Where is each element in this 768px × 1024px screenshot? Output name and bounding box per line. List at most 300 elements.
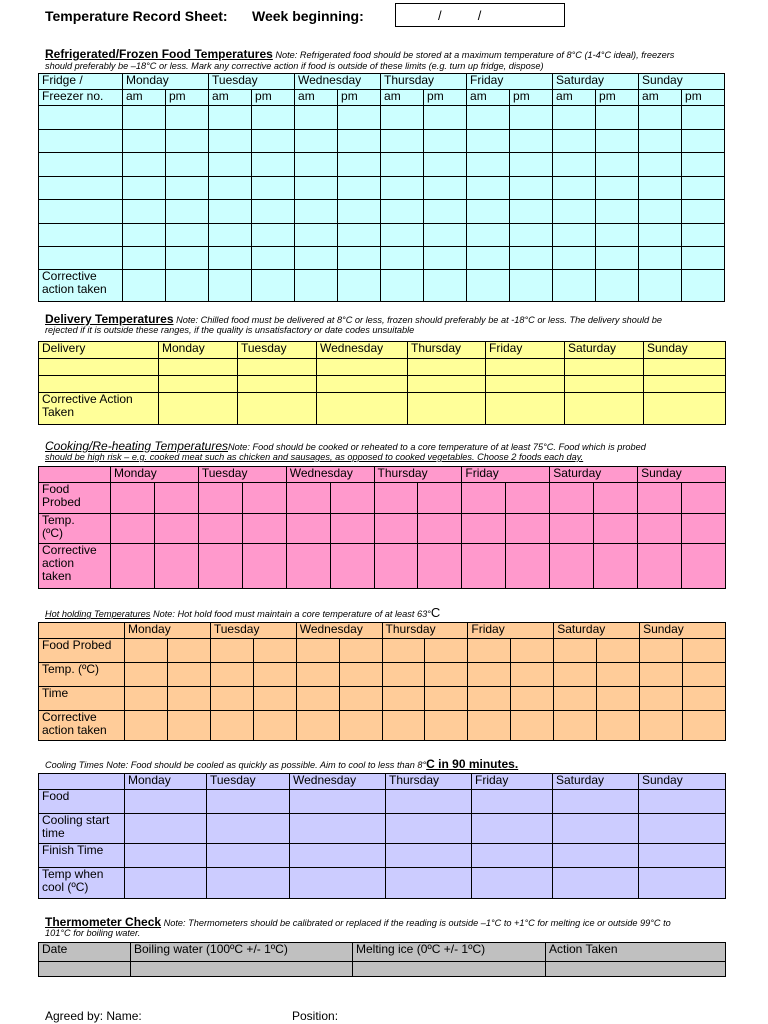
- temperature-cell[interactable]: [123, 177, 166, 200]
- hot-holding-cell[interactable]: [683, 687, 726, 711]
- cooking-cell[interactable]: [594, 483, 638, 514]
- temperature-cell[interactable]: [553, 224, 596, 247]
- temperature-cell[interactable]: [682, 247, 725, 270]
- cooking-cell[interactable]: [462, 483, 506, 514]
- temperature-cell[interactable]: [252, 224, 295, 247]
- temperature-cell[interactable]: [209, 224, 252, 247]
- temperature-cell[interactable]: [510, 247, 553, 270]
- temperature-cell[interactable]: [510, 200, 553, 224]
- temperature-cell[interactable]: [467, 224, 510, 247]
- corrective-cell[interactable]: [338, 270, 381, 302]
- hot-holding-cell[interactable]: [554, 663, 597, 687]
- hot-holding-cell[interactable]: [125, 639, 168, 663]
- hot-holding-cell[interactable]: [554, 711, 597, 741]
- hot-holding-cell[interactable]: [511, 639, 554, 663]
- cooling-cell[interactable]: [639, 814, 726, 844]
- hot-holding-cell[interactable]: [511, 663, 554, 687]
- corrective-cell[interactable]: [467, 270, 510, 302]
- temperature-cell[interactable]: [381, 200, 424, 224]
- hot-holding-cell[interactable]: [382, 639, 425, 663]
- cooling-cell[interactable]: [290, 868, 386, 899]
- fridge-number-cell[interactable]: [39, 130, 123, 153]
- hot-holding-cell[interactable]: [210, 663, 253, 687]
- day-header: [553, 74, 639, 90]
- cooking-cell[interactable]: [418, 514, 462, 544]
- temperature-cell[interactable]: [596, 130, 639, 153]
- hot-holding-cell[interactable]: [167, 639, 210, 663]
- cooling-cell[interactable]: [639, 790, 726, 814]
- temperature-cell[interactable]: [252, 106, 295, 130]
- corrective-label-text: Corrective: [42, 269, 97, 283]
- delivery-cell[interactable]: [565, 376, 644, 393]
- hot-holding-cell[interactable]: [640, 711, 683, 741]
- temperature-cell[interactable]: [639, 177, 682, 200]
- corrective-cell[interactable]: [486, 393, 565, 425]
- delivery-cell[interactable]: [39, 359, 159, 376]
- temperature-cell[interactable]: [295, 247, 338, 270]
- delivery-cell[interactable]: [238, 376, 317, 393]
- cooking-cell[interactable]: [198, 514, 242, 544]
- temperature-cell[interactable]: [381, 153, 424, 177]
- cooking-cell[interactable]: [506, 483, 550, 514]
- corrective-cell[interactable]: [123, 270, 166, 302]
- hot-holding-cell[interactable]: [683, 639, 726, 663]
- cooling-cell[interactable]: [125, 790, 207, 814]
- temperature-cell[interactable]: [338, 153, 381, 177]
- delivery-cell[interactable]: [159, 359, 238, 376]
- temperature-cell[interactable]: [682, 106, 725, 130]
- corrective-cell[interactable]: [639, 270, 682, 302]
- cooking-cell[interactable]: [374, 544, 418, 589]
- hot-holding-cell[interactable]: [683, 711, 726, 741]
- temperature-cell[interactable]: [467, 200, 510, 224]
- cooking-cell[interactable]: [418, 544, 462, 589]
- pm-header: [166, 90, 209, 106]
- hot-holding-cell[interactable]: [468, 663, 511, 687]
- hot-holding-cell[interactable]: [425, 711, 468, 741]
- am-header: [295, 90, 338, 106]
- temperature-cell[interactable]: [209, 106, 252, 130]
- cooling-cell[interactable]: [386, 844, 472, 868]
- day-header-text: Sunday: [642, 773, 683, 787]
- cooling-cell[interactable]: [125, 844, 207, 868]
- corrective-cell[interactable]: [209, 270, 252, 302]
- temperature-cell[interactable]: [166, 130, 209, 153]
- pm-header-text: pm: [255, 89, 272, 103]
- cooling-cell[interactable]: [386, 868, 472, 899]
- day-header-text: Monday: [128, 622, 171, 636]
- temperature-cell[interactable]: [295, 130, 338, 153]
- hot-holding-cell[interactable]: [339, 663, 382, 687]
- corrective-cell[interactable]: [317, 393, 408, 425]
- temperature-cell[interactable]: [424, 200, 467, 224]
- corrective-cell[interactable]: [408, 393, 486, 425]
- temperature-cell[interactable]: [123, 200, 166, 224]
- cooking-cell[interactable]: [286, 514, 330, 544]
- cooking-cell[interactable]: [682, 483, 726, 514]
- temperature-cell[interactable]: [467, 247, 510, 270]
- cooking-cell[interactable]: [550, 514, 594, 544]
- cooling-cell[interactable]: [472, 868, 553, 899]
- temperature-cell[interactable]: [596, 247, 639, 270]
- temperature-cell[interactable]: [295, 153, 338, 177]
- temperature-cell[interactable]: [381, 224, 424, 247]
- temperature-cell[interactable]: [166, 200, 209, 224]
- cooking-cell[interactable]: [506, 514, 550, 544]
- cooling-cell[interactable]: [472, 844, 553, 868]
- hot-holding-cell[interactable]: [210, 639, 253, 663]
- temperature-cell[interactable]: [381, 130, 424, 153]
- temperature-cell[interactable]: [424, 224, 467, 247]
- cooling-cell[interactable]: [290, 790, 386, 814]
- temperature-cell[interactable]: [338, 200, 381, 224]
- delivery-cell[interactable]: [159, 376, 238, 393]
- delivery-cell[interactable]: [317, 376, 408, 393]
- temperature-cell[interactable]: [510, 224, 553, 247]
- temperature-cell[interactable]: [596, 106, 639, 130]
- hot-holding-cell[interactable]: [167, 663, 210, 687]
- delivery-cell[interactable]: [486, 359, 565, 376]
- corrective-cell[interactable]: [565, 393, 644, 425]
- temperature-cell[interactable]: [252, 200, 295, 224]
- cooking-cell[interactable]: [111, 514, 155, 544]
- fridge-number-cell[interactable]: [39, 177, 123, 200]
- temperature-cell[interactable]: [510, 130, 553, 153]
- table-row: [39, 943, 726, 962]
- temperature-cell[interactable]: [338, 177, 381, 200]
- temperature-cell[interactable]: [553, 106, 596, 130]
- temperature-cell[interactable]: [123, 130, 166, 153]
- temperature-cell[interactable]: [639, 200, 682, 224]
- hot-holding-cell[interactable]: [253, 687, 296, 711]
- cooking-cell[interactable]: [111, 544, 155, 589]
- temperature-cell[interactable]: [295, 177, 338, 200]
- temperature-cell[interactable]: [639, 247, 682, 270]
- cooling-cell[interactable]: [639, 844, 726, 868]
- cooking-cell[interactable]: [198, 483, 242, 514]
- day-header-text: Friday: [465, 466, 499, 480]
- temperature-cell[interactable]: [338, 106, 381, 130]
- cooking-cell[interactable]: [462, 544, 506, 589]
- temperature-cell[interactable]: [252, 153, 295, 177]
- temperature-cell[interactable]: [682, 153, 725, 177]
- temperature-cell[interactable]: [639, 153, 682, 177]
- temperature-cell[interactable]: [381, 177, 424, 200]
- temperature-cell[interactable]: [596, 177, 639, 200]
- corrective-cell[interactable]: [424, 270, 467, 302]
- delivery-cell[interactable]: [317, 359, 408, 376]
- temperature-cell[interactable]: [166, 177, 209, 200]
- temperature-cell[interactable]: [381, 247, 424, 270]
- cooling-cell[interactable]: [207, 868, 290, 899]
- am-header: [639, 90, 682, 106]
- temperature-cell[interactable]: [553, 247, 596, 270]
- hot-holding-cell[interactable]: [167, 687, 210, 711]
- hot-holding-cell[interactable]: [382, 687, 425, 711]
- temperature-cell[interactable]: [553, 130, 596, 153]
- thermo-header-text: Melting ice (0ºC +/- 1ºC): [356, 942, 486, 956]
- temperature-cell[interactable]: [166, 106, 209, 130]
- temperature-cell[interactable]: [209, 177, 252, 200]
- temperature-cell[interactable]: [596, 224, 639, 247]
- temperature-cell[interactable]: [467, 106, 510, 130]
- day-header: [198, 467, 286, 483]
- cooking-cell[interactable]: [374, 483, 418, 514]
- temperature-cell[interactable]: [166, 153, 209, 177]
- hot-holding-cell[interactable]: [597, 687, 640, 711]
- temperature-cell[interactable]: [338, 247, 381, 270]
- hot-holding-cell[interactable]: [468, 639, 511, 663]
- corrective-cell[interactable]: [166, 270, 209, 302]
- temperature-cell[interactable]: [166, 247, 209, 270]
- cooling-cell[interactable]: [290, 844, 386, 868]
- cooling-cell[interactable]: [207, 814, 290, 844]
- delivery-cell[interactable]: [486, 376, 565, 393]
- temperature-cell[interactable]: [467, 153, 510, 177]
- week-date-field[interactable]: [395, 3, 565, 27]
- hot-holding-cell[interactable]: [640, 687, 683, 711]
- corrective-cell[interactable]: [159, 393, 238, 425]
- hot-holding-cell[interactable]: [339, 639, 382, 663]
- temperature-cell[interactable]: [510, 106, 553, 130]
- cooking-cell[interactable]: [550, 483, 594, 514]
- hot-holding-cell[interactable]: [253, 711, 296, 741]
- hot-holding-cell[interactable]: [339, 711, 382, 741]
- cooking-cell[interactable]: [330, 483, 374, 514]
- temperature-cell[interactable]: [682, 130, 725, 153]
- cooking-cell[interactable]: [594, 514, 638, 544]
- corrective-cell[interactable]: [644, 393, 726, 425]
- cooking-cell[interactable]: [330, 514, 374, 544]
- cooling-table: [38, 773, 726, 899]
- cooking-cell[interactable]: [594, 544, 638, 589]
- cooling-cell[interactable]: [207, 844, 290, 868]
- temperature-cell[interactable]: [123, 247, 166, 270]
- hot-holding-cell[interactable]: [210, 687, 253, 711]
- temperature-cell[interactable]: [295, 106, 338, 130]
- hot-holding-cell[interactable]: [640, 639, 683, 663]
- temperature-cell[interactable]: [510, 177, 553, 200]
- hot-holding-cell[interactable]: [468, 711, 511, 741]
- hot-holding-cell[interactable]: [125, 687, 168, 711]
- temperature-cell[interactable]: [682, 200, 725, 224]
- corrective-cell[interactable]: [295, 270, 338, 302]
- thermo-cell[interactable]: [546, 962, 726, 977]
- hot-holding-cell[interactable]: [554, 687, 597, 711]
- cooling-cell[interactable]: [553, 790, 639, 814]
- day-header-text: Saturday: [568, 341, 617, 355]
- hot-holding-cell[interactable]: [296, 711, 339, 741]
- temperature-cell[interactable]: [424, 177, 467, 200]
- temperature-cell[interactable]: [252, 130, 295, 153]
- day-header: [123, 74, 209, 90]
- corrective-cell[interactable]: [553, 270, 596, 302]
- fridge-number-cell[interactable]: [39, 247, 123, 270]
- cooling-cell[interactable]: [639, 868, 726, 899]
- cooking-cell[interactable]: [198, 544, 242, 589]
- hot-holding-cell[interactable]: [597, 711, 640, 741]
- day-header: [408, 342, 486, 359]
- cooking-cell[interactable]: [154, 544, 198, 589]
- cooking-cell[interactable]: [111, 483, 155, 514]
- cooking-cell[interactable]: [462, 514, 506, 544]
- hot-holding-cell[interactable]: [382, 711, 425, 741]
- fridge-number-cell[interactable]: [39, 106, 123, 130]
- cooking-cell[interactable]: [242, 514, 286, 544]
- cooking-cell[interactable]: [374, 514, 418, 544]
- hot-title: Hot holding Temperatures: [45, 609, 151, 619]
- temperature-cell[interactable]: [209, 200, 252, 224]
- hot-holding-cell[interactable]: [296, 663, 339, 687]
- thermo-header-text: Date: [42, 942, 68, 956]
- day-header: [486, 342, 565, 359]
- temperature-cell[interactable]: [209, 153, 252, 177]
- day-header-text: Friday: [471, 622, 505, 636]
- cooking-cell[interactable]: [286, 483, 330, 514]
- am-header-text: am: [642, 89, 659, 103]
- delivery-cell[interactable]: [644, 376, 726, 393]
- hot-holding-cell[interactable]: [382, 663, 425, 687]
- cooking-cell[interactable]: [682, 514, 726, 544]
- temperature-cell[interactable]: [252, 177, 295, 200]
- cooling-cell[interactable]: [290, 814, 386, 844]
- hot-holding-cell[interactable]: [125, 663, 168, 687]
- temperature-cell[interactable]: [639, 106, 682, 130]
- temperature-cell[interactable]: [123, 153, 166, 177]
- cooking-cell[interactable]: [506, 544, 550, 589]
- temperature-cell[interactable]: [295, 200, 338, 224]
- cooling-cell[interactable]: [125, 814, 207, 844]
- cooking-cell[interactable]: [418, 483, 462, 514]
- temperature-cell[interactable]: [209, 130, 252, 153]
- temperature-cell[interactable]: [596, 153, 639, 177]
- pm-header: [338, 90, 381, 106]
- temperature-cell[interactable]: [209, 247, 252, 270]
- thermo-cell[interactable]: [39, 962, 131, 977]
- fridge-number-cell[interactable]: [39, 153, 123, 177]
- hot-holding-cell[interactable]: [597, 639, 640, 663]
- hot-holding-cell[interactable]: [296, 639, 339, 663]
- hot-holding-cell[interactable]: [167, 711, 210, 741]
- cooking-cell[interactable]: [242, 483, 286, 514]
- hot-holding-cell[interactable]: [425, 663, 468, 687]
- cooling-cell[interactable]: [386, 814, 472, 844]
- hot-holding-cell[interactable]: [253, 663, 296, 687]
- temperature-cell[interactable]: [467, 177, 510, 200]
- hot-holding-cell[interactable]: [425, 639, 468, 663]
- hot-holding-cell[interactable]: [640, 663, 683, 687]
- day-header: [290, 774, 386, 790]
- temperature-cell[interactable]: [123, 224, 166, 247]
- pm-header-text: pm: [169, 89, 186, 103]
- cooling-cell[interactable]: [125, 868, 207, 899]
- cooking-cell[interactable]: [638, 483, 682, 514]
- hot-holding-cell[interactable]: [125, 711, 168, 741]
- temperature-cell[interactable]: [252, 247, 295, 270]
- temperature-cell[interactable]: [166, 224, 209, 247]
- cooling-cell[interactable]: [386, 790, 472, 814]
- hot-holding-cell[interactable]: [597, 663, 640, 687]
- temperature-cell[interactable]: [553, 200, 596, 224]
- cooling-cell[interactable]: [553, 844, 639, 868]
- corrective-cell[interactable]: [682, 270, 725, 302]
- cooling-cell[interactable]: [553, 814, 639, 844]
- cooking-cell[interactable]: [330, 544, 374, 589]
- temperature-cell[interactable]: [381, 106, 424, 130]
- temperature-cell[interactable]: [553, 177, 596, 200]
- hot-holding-cell[interactable]: [511, 711, 554, 741]
- cooking-cell[interactable]: [154, 514, 198, 544]
- thermo-cell[interactable]: [353, 962, 546, 977]
- temperature-cell[interactable]: [596, 200, 639, 224]
- temperature-cell[interactable]: [424, 153, 467, 177]
- cooling-cell[interactable]: [553, 868, 639, 899]
- temperature-cell[interactable]: [510, 153, 553, 177]
- temperature-cell[interactable]: [467, 130, 510, 153]
- temperature-cell[interactable]: [424, 247, 467, 270]
- fridge-number-cell[interactable]: [39, 224, 123, 247]
- hot-holding-cell[interactable]: [683, 663, 726, 687]
- cooking-cell[interactable]: [638, 514, 682, 544]
- cooking-cell[interactable]: [682, 544, 726, 589]
- hot-holding-cell[interactable]: [253, 639, 296, 663]
- temperature-cell[interactable]: [295, 224, 338, 247]
- temperature-cell[interactable]: [338, 130, 381, 153]
- corrective-cell[interactable]: [381, 270, 424, 302]
- delivery-cell[interactable]: [408, 376, 486, 393]
- temperature-cell[interactable]: [639, 130, 682, 153]
- cooking-cell[interactable]: [638, 544, 682, 589]
- corrective-cell[interactable]: [596, 270, 639, 302]
- delivery-cell[interactable]: [644, 359, 726, 376]
- hot-holding-cell[interactable]: [554, 639, 597, 663]
- delivery-cell[interactable]: [565, 359, 644, 376]
- corrective-cell[interactable]: [510, 270, 553, 302]
- cooling-cell[interactable]: [472, 814, 553, 844]
- delivery-cell[interactable]: [39, 376, 159, 393]
- day-header-text: Tuesday: [201, 466, 248, 480]
- delivery-cell[interactable]: [408, 359, 486, 376]
- cooking-cell[interactable]: [154, 483, 198, 514]
- cooking-cell[interactable]: [242, 544, 286, 589]
- hot-holding-cell[interactable]: [511, 687, 554, 711]
- temperature-cell[interactable]: [123, 106, 166, 130]
- delivery-cell[interactable]: [238, 359, 317, 376]
- fridge-number-cell[interactable]: [39, 200, 123, 224]
- temperature-cell[interactable]: [682, 224, 725, 247]
- corrective-cell[interactable]: [238, 393, 317, 425]
- hot-holding-cell[interactable]: [468, 687, 511, 711]
- cooking-cell[interactable]: [286, 544, 330, 589]
- hot-holding-cell[interactable]: [210, 711, 253, 741]
- hot-holding-cell[interactable]: [296, 687, 339, 711]
- cooking-cell[interactable]: [550, 544, 594, 589]
- hot-holding-cell[interactable]: [339, 687, 382, 711]
- corrective-cell[interactable]: [252, 270, 295, 302]
- temperature-cell[interactable]: [553, 153, 596, 177]
- cooling-cell[interactable]: [207, 790, 290, 814]
- thermo-cell[interactable]: [131, 962, 353, 977]
- row-label: [39, 663, 125, 687]
- temperature-cell[interactable]: [639, 224, 682, 247]
- day-header: [639, 774, 726, 790]
- temperature-cell[interactable]: [338, 224, 381, 247]
- cooling-cell[interactable]: [472, 790, 553, 814]
- temperature-cell[interactable]: [424, 106, 467, 130]
- temperature-cell[interactable]: [682, 177, 725, 200]
- hot-holding-cell[interactable]: [425, 687, 468, 711]
- temperature-cell[interactable]: [424, 130, 467, 153]
